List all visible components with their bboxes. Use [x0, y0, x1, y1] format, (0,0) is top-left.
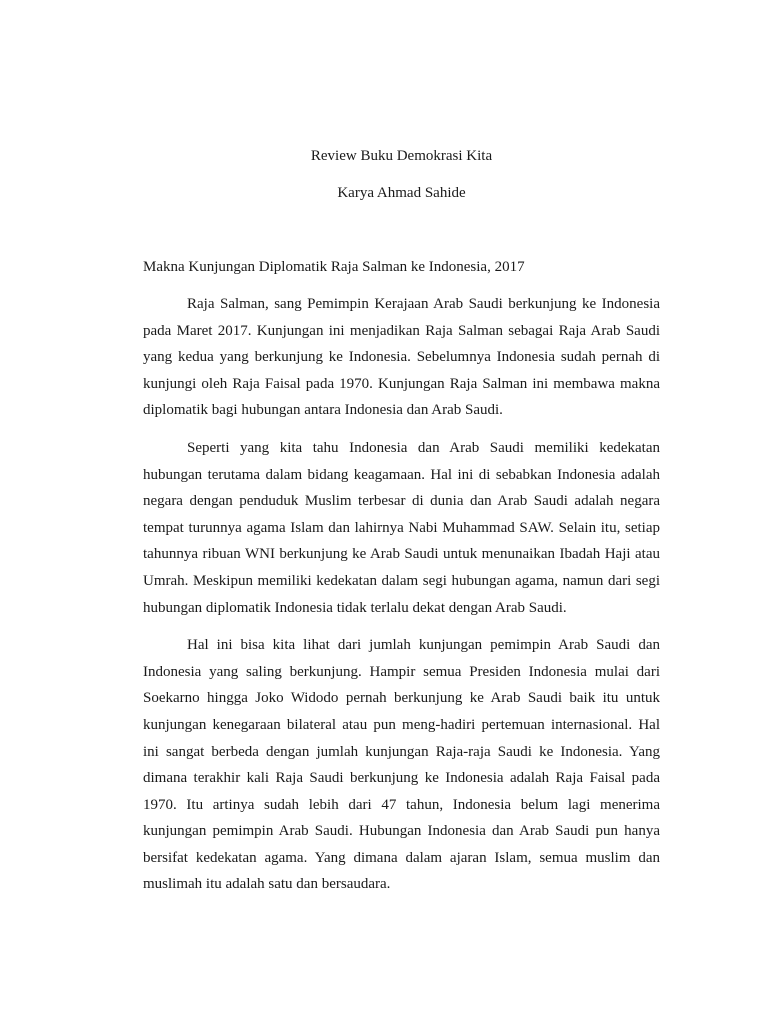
section-heading: Makna Kunjungan Diplomatik Raja Salman ke Indonesia, 2017 [143, 259, 525, 275]
paragraph-2: Seperti yang kita tahu Indonesia dan Arab Saudi memiliki kedekatan hubungan terutama dalam bidang keagamaan. Hal ini di sebabkan Indonesia adalah negara dengan penduduk Muslim terbesar di dunia dan Arab Saudi adalah negara tempat turunnya agama Islam dan lahirnya Nabi Muhammad SAW. Selain itu, setiap tahunnya ribuan WNI berkunjung ke Arab Saudi untuk menunaikan Ibadah Haji atau Umrah. Meskipun memiliki kedekatan dalam segi hubungan agama, namun dari segi hubungan diplomatik Indonesia tidak terlalu dekat dengan Arab Saudi. [143, 439, 660, 616]
paragraph-3: Hal ini bisa kita lihat dari jumlah kunjungan pemimpin Arab Saudi dan Indonesia yang saling berkunjung. Hampir semua Presiden Indonesia mulai dari Soekarno hingga Joko Widodo pernah berkunjung ke Arab Saudi baik itu untuk kunjungan kenegaraan bilateral atau pun meng-hadiri pertemuan internasional. Hal ini sangat berbeda dengan jumlah kunjungan Raja-raja Saudi ke Indonesia. Yang dimana terakhir kali Raja Saudi berkunjung ke Indonesia adalah Raja Faisal pada 1970. Itu artinya sudah lebih dari 47 tahun, Indonesia belum lagi menerima kunjungan pemimpin Arab Saudi. Hubungan Indonesia dan Arab Saudi pun hanya bersifat kedekatan agama. Yang dimana dalam ajaran Islam, semua muslim dan muslimah itu adalah satu dan bersaudara. [143, 637, 660, 893]
document-title: Review Buku Demokrasi Kita [310, 148, 493, 164]
document-body [143, 143, 660, 909]
paragraph-1: Raja Salman, sang Pemimpin Kerajaan Arab Saudi berkunjung ke Indonesia pada Maret 2017. Kunjungan ini menjadikan Raja Salman sebagai Raja Arab Saudi yang kedua yang berkunjung ke Indonesia. Sebelumnya Indonesia sudah pernah di kunjungi oleh Raja Faisal pada 1970. Kunjungan Raja Salman ini membawa makna diplomatik bagi hubungan antara Indonesia dan Arab Saudi. [143, 296, 660, 419]
author-line: Karya Ahmad Sahide [337, 185, 466, 201]
